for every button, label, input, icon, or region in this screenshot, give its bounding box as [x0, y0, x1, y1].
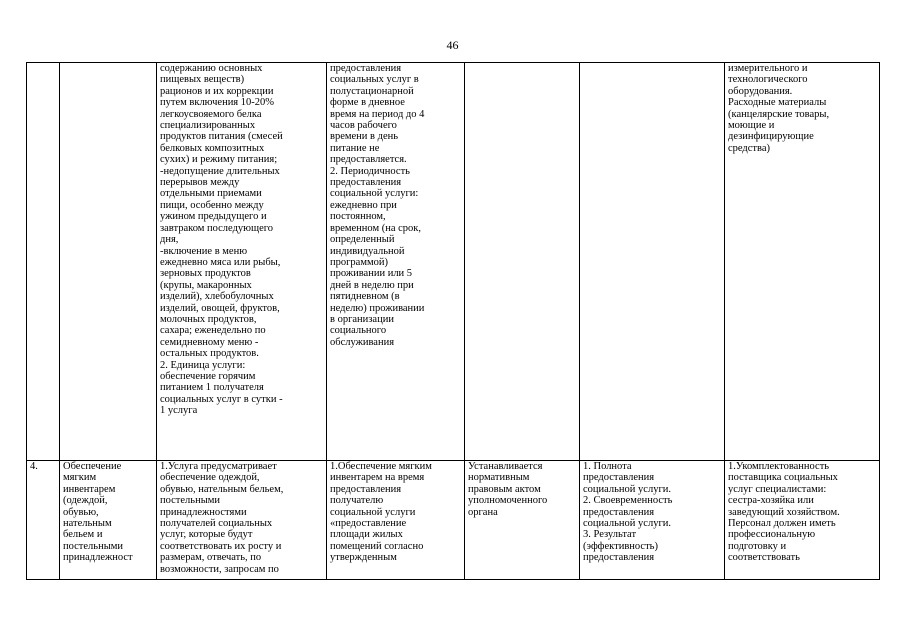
table-row	[27, 63, 880, 461]
cell-service-name: Обеспечение мягким инвентарем (одеждой, обувью, нательным бельем и постельными принадлежност	[60, 461, 157, 580]
cell-rate: Устанавливается нормативным правовым актом уполномоченного органа	[465, 461, 580, 580]
cell-description: содержанию основных пищевых веществ) рационов и их коррекции путем включения 10-20% легкоусвояемого белка специализированных продуктов питания (смесей белковых композитных сухих) и режиму питания; -недопущение длительных перерывов между отдельными приемами пищи, особенно между ужином предыдущего и завтраком последующего дня, -включение в меню ежедневно мяса или рыбы, зерновых продуктов (крупы, макаронных изделий), хлебобулочных изделий, овощей, фруктов, молочных продуктов, сахара; еженедельно по семидневному меню - остальных продуктов. 2. Единица услуги: обеспечение горячим питанием 1 получателя социальных услуг в сутки - 1 услуга	[157, 63, 327, 461]
cell-terms: 1.Обеспечение мягким инвентарем на время предоставления получателю социальной услуги «предоставление площади жилых помещений согласно утвержденным	[327, 461, 465, 580]
cell-rate	[465, 63, 580, 461]
cell-description: 1.Услуга предусматривает обеспечение одеждой, обувью, нательным бельем, постельными принадлежностями получателей социальных услуг, которые будут соответствовать их росту и размерам, отвечать, по возможности, запросам по	[157, 461, 327, 580]
services-table	[26, 62, 880, 580]
cell-quality-indicators: 1. Полнота предоставления социальной услуги. 2. Своевременность предоставления социальной услуги. 3. Результат (эффективность) предоставления	[580, 461, 725, 580]
cell-conditions: 1.Укомплектованность поставщика социальных услуг специалистами: сестра-хозяйка или заведующий хозяйством. Персонал должен иметь профессиональную подготовку и соответствовать	[725, 461, 880, 580]
cell-terms: предоставления социальных услуг в полустационарной форме в дневное время на период до 4 часов рабочего времени в день питание не предоставляется. 2. Периодичность предоставления социальной услуги: ежедневно при постоянном, временном (на срок, определенный индивидуальной программой) проживании или 5 дней в неделю при пятидневном (в неделю) проживании в организации социального обслуживания	[327, 63, 465, 461]
cell-conditions: измерительного и технологического оборудования. Расходные материалы (канцелярские товары, моющие и дезинфицирующие средства)	[725, 63, 880, 461]
cell-quality-indicators	[580, 63, 725, 461]
table-row	[27, 461, 880, 580]
cell-number: 4.	[27, 461, 60, 580]
cell-number	[27, 63, 60, 461]
page-number: 46	[446, 38, 459, 52]
cell-service-name	[60, 63, 157, 461]
